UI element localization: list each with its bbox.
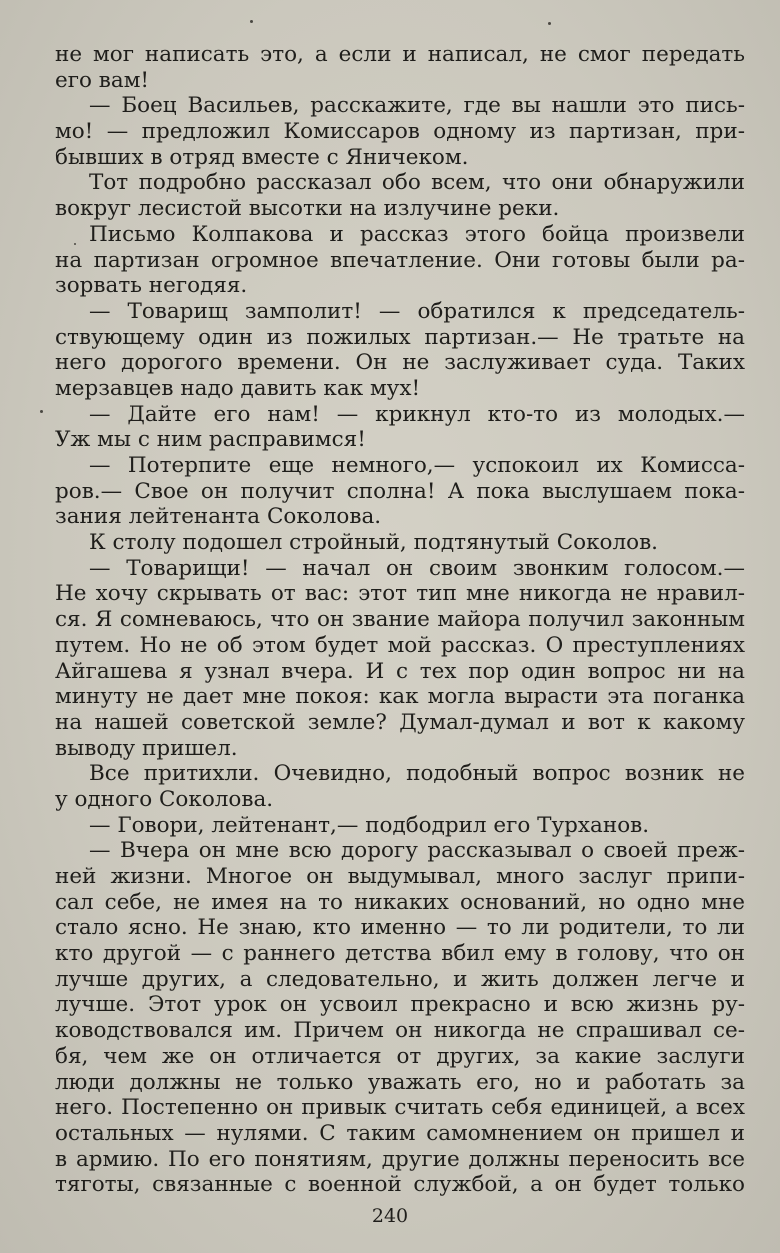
text-line: выводу пришел. — [55, 735, 238, 761]
text-line: у одного Соколова. — [55, 786, 274, 812]
text-line: — Потерпите еще немного,— успокоил их Комисса- — [89, 453, 745, 478]
print-speck — [250, 20, 253, 23]
text-line: в армию. По его понятиям, другие должны переносить все — [55, 1146, 745, 1172]
print-speck — [548, 22, 551, 25]
text-line: — Дайте его нам! — крикнул кто-то из молодых.— — [89, 401, 745, 427]
text-line: тяготы, связанные с военной службой, а он будет только — [55, 1172, 745, 1198]
text-line: лучше других, а следовательно, и жить должен легче и — [55, 966, 745, 992]
text-line: — Боец Васильев, расскажите, где вы нашли это пись- — [89, 93, 745, 119]
page-number: 240 — [371, 1205, 409, 1227]
print-speck — [40, 410, 43, 413]
text-line: Уж мы с ним расправимся! — [55, 427, 366, 453]
text-line: ней жизни. Многое он выдумывал, много заслуг припи- — [55, 864, 745, 889]
text-line: Айгашева я узнал вчера. И с тех пор один вопрос ни на — [55, 658, 745, 684]
text-line: — Товарищ замполит! — обратился к председатель- — [89, 298, 745, 324]
text-line: вокруг лесистой высотки на излучине реки. — [55, 196, 560, 222]
text-line: — Вчера он мне всю дорогу рассказывал о своей преж- — [89, 838, 745, 864]
text-line: лучше. Этот урок он усвоил прекрасно и всю жизнь ру- — [55, 992, 745, 1018]
body-text — [55, 42, 745, 1198]
text-line: ся. Я сомневаюсь, что он звание майора получил законным — [55, 607, 745, 633]
text-line: не мог написать это, а если и написал, не смог передать — [55, 42, 745, 67]
text-line: ководствовался им. Причем он никогда не спрашивал се- — [55, 1018, 745, 1044]
text-line: Письмо Колпакова и рассказ этого бойца произвели — [89, 221, 745, 247]
text-line: — Говори, лейтенант,— подбодрил его Турханов. — [89, 812, 650, 838]
text-line: него. Постепенно он привык считать себя единицей, а всех — [55, 1095, 745, 1121]
text-line: на нашей советской земле? Думал-думал и вот к какому — [55, 709, 745, 735]
text-line: Не хочу скрывать от вас: этот тип мне никогда не нравил- — [55, 581, 745, 607]
text-line: него дорогого времени. Он не заслуживает суда. Таких — [55, 350, 745, 376]
text-line: зания лейтенанта Соколова. — [55, 504, 382, 530]
text-line: минуту не дает мне покоя: как могла вырасти эта поганка — [55, 684, 745, 710]
text-line: люди должны не только уважать его, но и работать за — [55, 1069, 745, 1095]
text-line: сал себе, не имея на то никаких оснований, но одно мне — [55, 889, 745, 915]
text-line: остальных — нулями. С таким самомнением он пришел и — [55, 1120, 745, 1146]
text-line: Тот подробно рассказал обо всем, что они обнаружили — [89, 170, 745, 196]
text-line: зорвать негодяя. — [55, 273, 248, 299]
text-line: на партизан огромное впечатление. Они готовы были ра- — [55, 247, 745, 273]
text-line: стало ясно. Не знаю, кто именно — то ли родители, то ли — [55, 915, 745, 941]
text-line: — Товарищи! — начал он своим звонким голосом.— — [89, 555, 745, 581]
text-line: кто другой — с раннего детства вбил ему в голову, что он — [55, 941, 745, 967]
text-line: Все притихли. Очевидно, подобный вопрос возник не — [89, 761, 745, 787]
text-line: путем. Но не об этом будет мой рассказ. О преступлениях — [55, 632, 745, 658]
text-line: мо! — предложил Комиссаров одному из партизан, при- — [55, 119, 745, 145]
text-line: К столу подошел стройный, подтянутый Соколов. — [89, 530, 659, 556]
text-line: его вам! — [55, 67, 150, 93]
text-line: бывших в отряд вместе с Яничеком. — [55, 144, 469, 170]
text-line: ров.— Свое он получит сполна! А пока выслушаем пока- — [55, 478, 745, 504]
text-line: ствующему один из пожилых партизан.— Не тратьте на — [55, 324, 745, 350]
text-line: мерзавцев надо давить как мух! — [55, 375, 421, 401]
text-line: бя, чем же он отличается от других, за какие заслуги — [55, 1043, 745, 1069]
